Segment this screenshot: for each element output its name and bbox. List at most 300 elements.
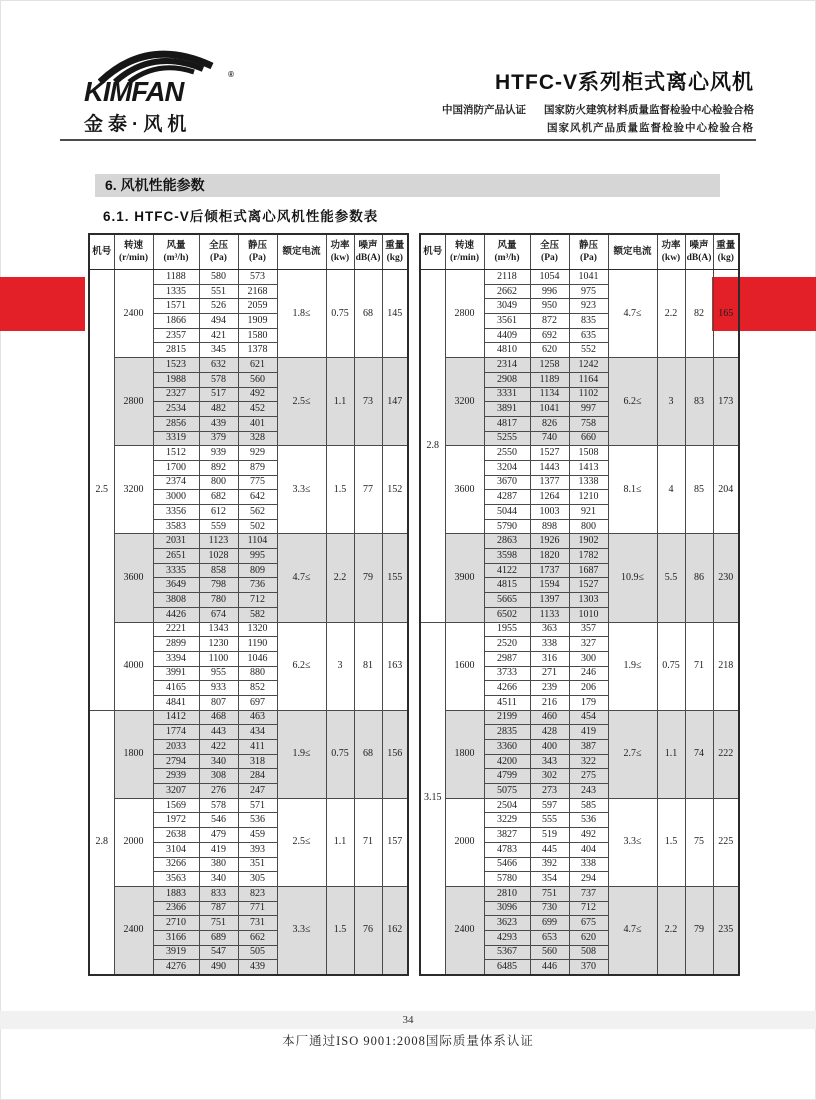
static-pressure-cell: 1041	[569, 270, 608, 285]
flow-cell: 3563	[153, 872, 199, 887]
speed-cell: 2800	[114, 358, 153, 446]
static-pressure-cell: 2168	[238, 284, 277, 299]
table-row	[89, 710, 408, 725]
total-pressure-cell: 620	[530, 343, 569, 358]
flow-cell: 4266	[484, 681, 530, 696]
total-pressure-cell: 560	[530, 945, 569, 960]
total-pressure-cell: 950	[530, 299, 569, 314]
noise-cell: 71	[685, 622, 713, 710]
flow-cell: 3319	[153, 431, 199, 446]
table-row	[89, 358, 408, 373]
static-pressure-cell: 642	[238, 490, 277, 505]
total-pressure-cell: 798	[199, 578, 238, 593]
col-header-weight: 重量 (kg)	[713, 234, 739, 270]
power-cell: 1.5	[326, 886, 354, 975]
total-pressure-cell: 422	[199, 740, 238, 755]
weight-cell: 173	[713, 358, 739, 446]
static-pressure-cell: 404	[569, 842, 608, 857]
power-cell: 5.5	[657, 534, 685, 622]
rated-current-cell: 1.9≤	[608, 622, 657, 710]
total-pressure-cell: 1189	[530, 372, 569, 387]
total-pressure-cell: 1133	[530, 607, 569, 622]
flow-cell: 1955	[484, 622, 530, 637]
static-pressure-cell: 1303	[569, 593, 608, 608]
total-pressure-cell: 239	[530, 681, 569, 696]
total-pressure-cell: 1926	[530, 534, 569, 549]
static-pressure-cell: 401	[238, 416, 277, 431]
rated-current-cell: 6.2≤	[277, 622, 326, 710]
static-pressure-cell: 439	[238, 960, 277, 975]
static-pressure-cell: 662	[238, 930, 277, 945]
brand-chinese-name: 金泰·风机	[84, 114, 192, 135]
weight-cell: 230	[713, 534, 739, 622]
rated-current-cell: 6.2≤	[608, 358, 657, 446]
total-pressure-cell: 547	[199, 945, 238, 960]
table-row	[89, 798, 408, 813]
left-red-accent-bar	[0, 277, 85, 331]
static-pressure-cell: 923	[569, 299, 608, 314]
col-header-rated-current: 额定电流	[277, 234, 326, 270]
flow-cell: 2550	[484, 446, 530, 461]
page-number: 34	[402, 1014, 414, 1026]
static-pressure-cell: 508	[569, 945, 608, 960]
flow-cell: 3808	[153, 593, 199, 608]
speed-cell: 3900	[445, 534, 484, 622]
total-pressure-cell: 392	[530, 857, 569, 872]
weight-cell: 147	[382, 358, 408, 446]
flow-cell: 6502	[484, 607, 530, 622]
flow-cell: 1569	[153, 798, 199, 813]
total-pressure-cell: 996	[530, 284, 569, 299]
flow-cell: 4293	[484, 930, 530, 945]
flow-cell: 1523	[153, 358, 199, 373]
table-row	[420, 886, 739, 901]
static-pressure-cell: 452	[238, 402, 277, 417]
flow-cell: 2031	[153, 534, 199, 549]
rated-current-cell: 1.9≤	[277, 710, 326, 798]
noise-cell: 68	[354, 270, 382, 358]
flow-cell: 2810	[484, 886, 530, 901]
static-pressure-cell: 997	[569, 402, 608, 417]
total-pressure-cell: 443	[199, 725, 238, 740]
flow-cell: 3335	[153, 563, 199, 578]
speed-cell: 2400	[445, 886, 484, 975]
total-pressure-cell: 460	[530, 710, 569, 725]
static-pressure-cell: 351	[238, 857, 277, 872]
model-number-cell: 2.8	[420, 270, 445, 623]
static-pressure-cell: 492	[238, 387, 277, 402]
weight-cell: 152	[382, 446, 408, 534]
weight-cell: 163	[382, 622, 408, 710]
flow-cell: 2520	[484, 637, 530, 652]
flow-cell: 2374	[153, 475, 199, 490]
flow-cell: 3266	[153, 857, 199, 872]
flow-cell: 5466	[484, 857, 530, 872]
flow-cell: 3049	[484, 299, 530, 314]
header-row	[420, 234, 739, 270]
flow-cell: 3733	[484, 666, 530, 681]
total-pressure-cell: 340	[199, 872, 238, 887]
rated-current-cell: 4.7≤	[277, 534, 326, 622]
noise-cell: 85	[685, 446, 713, 534]
flow-cell: 2939	[153, 769, 199, 784]
col-header-speed: 转速 (r/min)	[445, 234, 484, 270]
flow-cell: 4817	[484, 416, 530, 431]
rated-current-cell: 2.5≤	[277, 358, 326, 446]
static-pressure-cell: 536	[238, 813, 277, 828]
power-cell: 1.1	[326, 798, 354, 886]
weight-cell: 225	[713, 798, 739, 886]
total-pressure-cell: 898	[530, 519, 569, 534]
speed-cell: 1800	[114, 710, 153, 798]
speed-cell: 2000	[114, 798, 153, 886]
power-cell: 3	[326, 622, 354, 710]
col-header-flow: 风量 (m³/h)	[484, 234, 530, 270]
speed-cell: 3200	[114, 446, 153, 534]
power-cell: 1.5	[326, 446, 354, 534]
weight-cell: 162	[382, 886, 408, 975]
flow-cell: 2118	[484, 270, 530, 285]
flow-cell: 2033	[153, 740, 199, 755]
flow-cell: 2835	[484, 725, 530, 740]
static-pressure-cell: 675	[569, 916, 608, 931]
static-pressure-cell: 1190	[238, 637, 277, 652]
weight-cell: 145	[382, 270, 408, 358]
total-pressure-cell: 1594	[530, 578, 569, 593]
static-pressure-cell: 852	[238, 681, 277, 696]
static-pressure-cell: 712	[569, 901, 608, 916]
performance-table	[88, 233, 409, 976]
noise-cell: 76	[354, 886, 382, 975]
flow-cell: 3583	[153, 519, 199, 534]
noise-cell: 81	[354, 622, 382, 710]
total-pressure-cell: 1343	[199, 622, 238, 637]
flow-cell: 2327	[153, 387, 199, 402]
table-row	[89, 622, 408, 637]
flow-cell: 1571	[153, 299, 199, 314]
col-header-model: 机号	[89, 234, 114, 270]
rated-current-cell: 8.1≤	[608, 446, 657, 534]
power-cell: 1.1	[326, 358, 354, 446]
static-pressure-cell: 1527	[569, 578, 608, 593]
noise-cell: 73	[354, 358, 382, 446]
total-pressure-cell: 826	[530, 416, 569, 431]
static-pressure-cell: 775	[238, 475, 277, 490]
table-row	[420, 446, 739, 461]
noise-cell: 79	[685, 886, 713, 975]
total-pressure-cell: 1003	[530, 505, 569, 520]
footer-certification: 本厂通过ISO 9001:2008国际质量体系认证	[282, 1034, 534, 1048]
flow-cell: 3000	[153, 490, 199, 505]
static-pressure-cell: 1902	[569, 534, 608, 549]
col-header-noise: 噪声 dB(A)	[685, 234, 713, 270]
flow-cell: 5790	[484, 519, 530, 534]
model-number-cell: 3.15	[420, 622, 445, 975]
total-pressure-cell: 955	[199, 666, 238, 681]
total-pressure-cell: 302	[530, 769, 569, 784]
static-pressure-cell: 1580	[238, 328, 277, 343]
total-pressure-cell: 1443	[530, 460, 569, 475]
total-pressure-cell: 1041	[530, 402, 569, 417]
total-pressure-cell: 380	[199, 857, 238, 872]
total-pressure-cell: 316	[530, 651, 569, 666]
static-pressure-cell: 300	[569, 651, 608, 666]
flow-cell: 3166	[153, 930, 199, 945]
total-pressure-cell: 1100	[199, 651, 238, 666]
static-pressure-cell: 294	[569, 872, 608, 887]
static-pressure-cell: 1782	[569, 549, 608, 564]
flow-cell: 5367	[484, 945, 530, 960]
static-pressure-cell: 585	[569, 798, 608, 813]
flow-cell: 3670	[484, 475, 530, 490]
weight-cell: 155	[382, 534, 408, 622]
flow-cell: 4511	[484, 695, 530, 710]
table-row	[420, 270, 739, 285]
total-pressure-cell: 446	[530, 960, 569, 975]
flow-cell: 1988	[153, 372, 199, 387]
flow-cell: 5780	[484, 872, 530, 887]
table-row	[420, 358, 739, 373]
static-pressure-cell: 1242	[569, 358, 608, 373]
flow-cell: 1774	[153, 725, 199, 740]
col-header-weight: 重量 (kg)	[382, 234, 408, 270]
total-pressure-cell: 740	[530, 431, 569, 446]
col-header-flow: 风量 (m³/h)	[153, 234, 199, 270]
static-pressure-cell: 419	[569, 725, 608, 740]
flow-cell: 2357	[153, 328, 199, 343]
static-pressure-cell: 823	[238, 886, 277, 901]
total-pressure-cell: 1054	[530, 270, 569, 285]
static-pressure-cell: 758	[569, 416, 608, 431]
total-pressure-cell: 751	[530, 886, 569, 901]
rated-current-cell: 2.7≤	[608, 710, 657, 798]
static-pressure-cell: 1010	[569, 607, 608, 622]
flow-cell: 2908	[484, 372, 530, 387]
total-pressure-cell: 445	[530, 842, 569, 857]
power-cell: 3	[657, 358, 685, 446]
flow-cell: 3207	[153, 784, 199, 799]
total-pressure-cell: 580	[199, 270, 238, 285]
total-pressure-cell: 1527	[530, 446, 569, 461]
brand-wordmark	[84, 70, 251, 107]
static-pressure-cell: 502	[238, 519, 277, 534]
static-pressure-cell: 771	[238, 901, 277, 916]
flow-cell: 4810	[484, 343, 530, 358]
flow-cell: 3827	[484, 828, 530, 843]
flow-cell: 2638	[153, 828, 199, 843]
total-pressure-cell: 682	[199, 490, 238, 505]
weight-cell: 165	[713, 270, 739, 358]
total-pressure-cell: 363	[530, 622, 569, 637]
total-pressure-cell: 546	[199, 813, 238, 828]
static-pressure-cell: 393	[238, 842, 277, 857]
total-pressure-cell: 1737	[530, 563, 569, 578]
flow-cell: 2899	[153, 637, 199, 652]
speed-cell: 1800	[445, 710, 484, 798]
flow-cell: 1412	[153, 710, 199, 725]
flow-cell: 3598	[484, 549, 530, 564]
static-pressure-cell: 736	[238, 578, 277, 593]
flow-cell: 6485	[484, 960, 530, 975]
noise-cell: 75	[685, 798, 713, 886]
total-pressure-cell: 526	[199, 299, 238, 314]
total-pressure-cell: 419	[199, 842, 238, 857]
col-header-static-pressure: 静压 (Pa)	[238, 234, 277, 270]
flow-cell: 1335	[153, 284, 199, 299]
power-cell: 0.75	[326, 710, 354, 798]
flow-cell: 2366	[153, 901, 199, 916]
flow-cell: 3356	[153, 505, 199, 520]
static-pressure-cell: 582	[238, 607, 277, 622]
power-cell: 0.75	[326, 270, 354, 358]
total-pressure-cell: 1134	[530, 387, 569, 402]
total-pressure-cell: 559	[199, 519, 238, 534]
flow-cell: 2314	[484, 358, 530, 373]
flow-cell: 4409	[484, 328, 530, 343]
static-pressure-cell: 411	[238, 740, 277, 755]
brand-name: KIMFAN	[84, 76, 184, 107]
total-pressure-cell: 343	[530, 754, 569, 769]
header-row	[89, 234, 408, 270]
total-pressure-cell: 354	[530, 872, 569, 887]
total-pressure-cell: 692	[530, 328, 569, 343]
total-pressure-cell: 751	[199, 916, 238, 931]
weight-cell: 157	[382, 798, 408, 886]
flow-cell: 4426	[153, 607, 199, 622]
table-row	[89, 270, 408, 285]
static-pressure-cell: 1687	[569, 563, 608, 578]
static-pressure-cell: 284	[238, 769, 277, 784]
total-pressure-cell: 833	[199, 886, 238, 901]
flow-cell: 2987	[484, 651, 530, 666]
flow-cell: 1866	[153, 314, 199, 329]
flow-cell: 2534	[153, 402, 199, 417]
table-row	[89, 534, 408, 549]
total-pressure-cell: 308	[199, 769, 238, 784]
total-pressure-cell: 494	[199, 314, 238, 329]
power-cell: 2.2	[657, 886, 685, 975]
flow-cell: 4276	[153, 960, 199, 975]
total-pressure-cell: 1377	[530, 475, 569, 490]
flow-cell: 3561	[484, 314, 530, 329]
static-pressure-cell: 1046	[238, 651, 277, 666]
table-row	[89, 886, 408, 901]
weight-cell: 204	[713, 446, 739, 534]
col-header-noise: 噪声 dB(A)	[354, 234, 382, 270]
total-pressure-cell: 468	[199, 710, 238, 725]
total-pressure-cell: 340	[199, 754, 238, 769]
rated-current-cell: 2.5≤	[277, 798, 326, 886]
static-pressure-cell: 370	[569, 960, 608, 975]
total-pressure-cell: 338	[530, 637, 569, 652]
flow-cell: 4165	[153, 681, 199, 696]
total-pressure-cell: 632	[199, 358, 238, 373]
flow-cell: 4122	[484, 563, 530, 578]
static-pressure-cell: 505	[238, 945, 277, 960]
flow-cell: 3360	[484, 740, 530, 755]
total-pressure-cell: 379	[199, 431, 238, 446]
flow-cell: 4841	[153, 695, 199, 710]
col-header-total-pressure: 全压 (Pa)	[199, 234, 238, 270]
power-cell: 1.1	[657, 710, 685, 798]
total-pressure-cell: 800	[199, 475, 238, 490]
speed-cell: 2000	[445, 798, 484, 886]
flow-cell: 5255	[484, 431, 530, 446]
static-pressure-cell: 635	[569, 328, 608, 343]
total-pressure-cell: 421	[199, 328, 238, 343]
speed-cell: 2400	[114, 886, 153, 975]
total-pressure-cell: 517	[199, 387, 238, 402]
static-pressure-cell: 929	[238, 446, 277, 461]
static-pressure-cell: 1102	[569, 387, 608, 402]
static-pressure-cell: 1378	[238, 343, 277, 358]
static-pressure-cell: 571	[238, 798, 277, 813]
static-pressure-cell: 880	[238, 666, 277, 681]
flow-cell: 4799	[484, 769, 530, 784]
header-title-block	[442, 66, 754, 135]
static-pressure-cell: 206	[569, 681, 608, 696]
static-pressure-cell: 247	[238, 784, 277, 799]
model-number-cell: 2.8	[89, 710, 114, 975]
total-pressure-cell: 597	[530, 798, 569, 813]
noise-cell: 71	[354, 798, 382, 886]
power-cell: 1.5	[657, 798, 685, 886]
flow-cell: 3649	[153, 578, 199, 593]
total-pressure-cell: 939	[199, 446, 238, 461]
total-pressure-cell: 674	[199, 607, 238, 622]
table-row	[89, 446, 408, 461]
flow-cell: 3919	[153, 945, 199, 960]
speed-cell: 4000	[114, 622, 153, 710]
total-pressure-cell: 730	[530, 901, 569, 916]
static-pressure-cell: 1104	[238, 534, 277, 549]
flow-cell: 2794	[153, 754, 199, 769]
total-pressure-cell: 271	[530, 666, 569, 681]
noise-cell: 77	[354, 446, 382, 534]
noise-cell: 79	[354, 534, 382, 622]
rated-current-cell: 3.3≤	[277, 886, 326, 975]
total-pressure-cell: 439	[199, 416, 238, 431]
static-pressure-cell: 921	[569, 505, 608, 520]
static-pressure-cell: 318	[238, 754, 277, 769]
static-pressure-cell: 454	[569, 710, 608, 725]
total-pressure-cell: 1123	[199, 534, 238, 549]
static-pressure-cell: 621	[238, 358, 277, 373]
total-pressure-cell: 653	[530, 930, 569, 945]
flow-cell: 3204	[484, 460, 530, 475]
total-pressure-cell: 345	[199, 343, 238, 358]
speed-cell: 2400	[114, 270, 153, 358]
static-pressure-cell: 463	[238, 710, 277, 725]
flow-cell: 2199	[484, 710, 530, 725]
total-pressure-cell: 428	[530, 725, 569, 740]
section-heading: 6. 风机性能参数	[95, 174, 720, 197]
col-header-total-pressure: 全压 (Pa)	[530, 234, 569, 270]
static-pressure-cell: 179	[569, 695, 608, 710]
static-pressure-cell: 246	[569, 666, 608, 681]
certification-line-1	[442, 102, 754, 117]
static-pressure-cell: 1210	[569, 490, 608, 505]
speed-cell: 2800	[445, 270, 484, 358]
total-pressure-cell: 578	[199, 798, 238, 813]
flow-cell: 3394	[153, 651, 199, 666]
total-pressure-cell: 482	[199, 402, 238, 417]
weight-cell: 218	[713, 622, 739, 710]
noise-cell: 83	[685, 358, 713, 446]
static-pressure-cell: 809	[238, 563, 277, 578]
rated-current-cell: 1.8≤	[277, 270, 326, 358]
static-pressure-cell: 1909	[238, 314, 277, 329]
